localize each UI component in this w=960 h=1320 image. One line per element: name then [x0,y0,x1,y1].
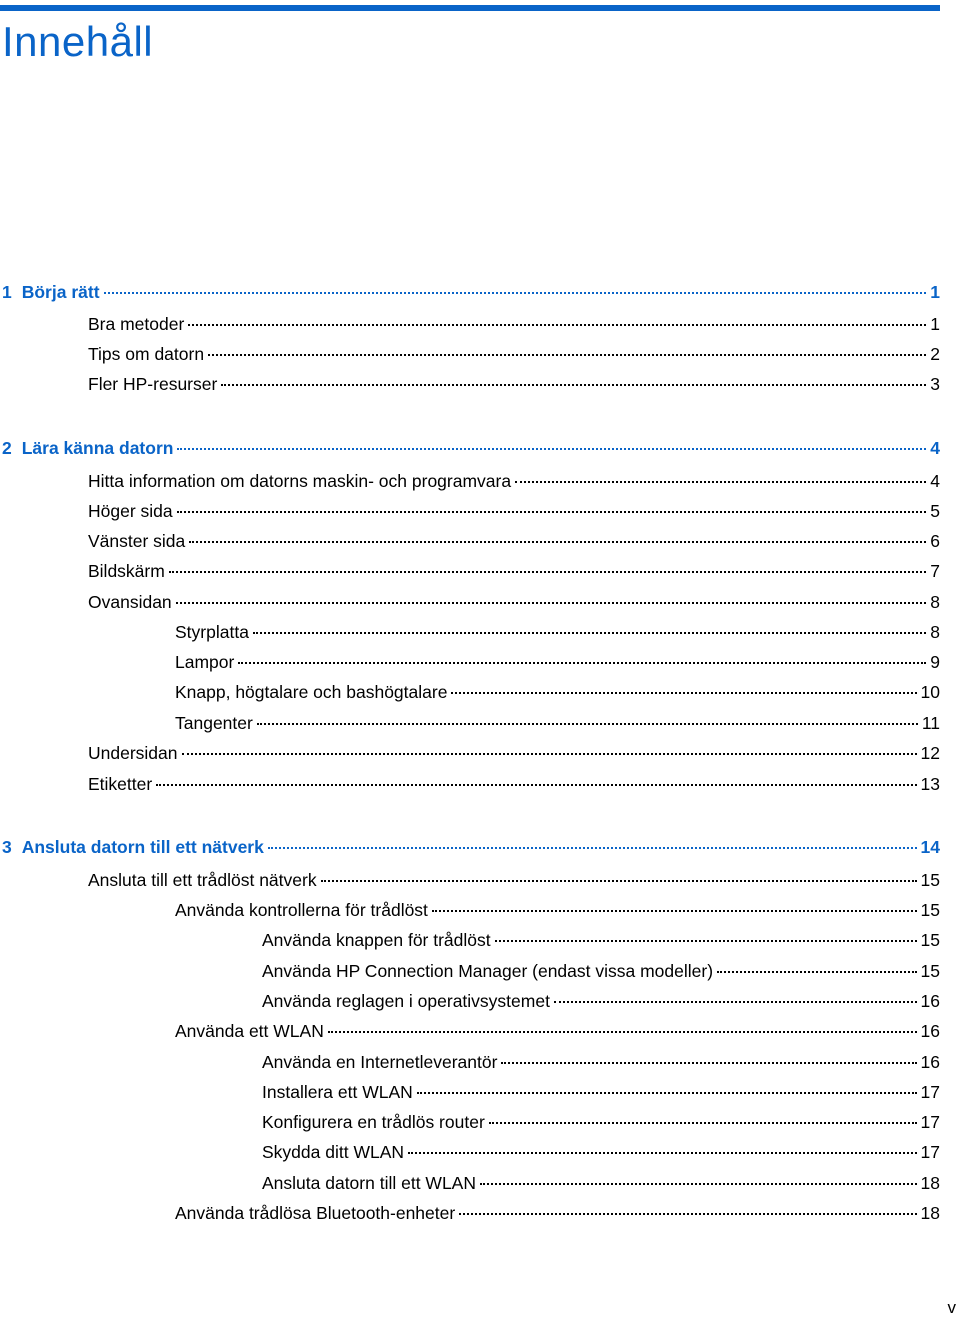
toc-entry[interactable] [262,1111,940,1133]
toc-page-number: 7 [930,561,940,581]
toc-entry-text: Undersidan [88,743,178,763]
toc-entry-label [88,500,173,522]
toc-entry-text: Börja rätt [21,282,100,302]
toc-page-number: 15 [920,870,940,890]
toc-dot-leader [238,662,926,664]
toc-chapter-number: 3 [2,837,12,857]
toc-page-number: 3 [930,374,940,394]
toc-entry-text: Använda knappen för trådlöst [262,930,491,950]
toc-dot-leader [451,692,916,694]
toc-entry-label [88,773,152,795]
toc-entry-text: Använda en Internetleverantör [262,1052,498,1072]
toc-entry-text: Fler HP-resurser [88,374,218,394]
toc-entry-label [175,1202,455,1224]
toc-entry-text: Skydda ditt WLAN [262,1142,404,1162]
toc-entry-text: Använda reglagen i operativsystemet [262,991,550,1011]
toc-entry-label [88,591,172,613]
toc-page-number: 16 [920,1021,940,1041]
toc-entry-text: Knapp, högtalare och bashögtalare [175,682,448,702]
toc-dot-leader [328,1031,917,1033]
toc-chapter-entry[interactable] [2,437,940,459]
toc-entry-label [88,530,185,552]
toc-entry-label [88,373,217,395]
toc-dot-leader [501,1062,916,1064]
toc-entry[interactable] [88,313,940,335]
toc-entry[interactable] [88,500,940,522]
toc-dot-leader [459,1213,916,1215]
toc-entry-text: Lampor [175,652,235,672]
toc-entry[interactable] [88,869,940,891]
toc-entry[interactable] [262,960,940,982]
toc-chapter-number: 1 [2,282,12,302]
toc-page-number: 18 [920,1203,940,1223]
toc-entry-label [88,869,317,891]
toc-entry-label [175,899,428,921]
toc-entry-text: Använda kontrollerna för trådlöst [175,900,428,920]
toc-dot-leader [408,1152,917,1154]
toc-entry-text: Bra metoder [88,314,185,334]
toc-dot-leader [554,1001,917,1003]
toc-page-number: 15 [920,961,940,981]
toc-entry-label [88,313,184,335]
toc-entry[interactable] [88,560,940,582]
toc-page-number: 8 [930,592,940,612]
toc-entry[interactable] [262,1081,940,1103]
toc-page-number: 6 [930,531,940,551]
toc-entry-text: Konfigurera en trådlös router [262,1112,485,1132]
toc-entry-label [175,712,253,734]
toc-entry-label [262,1051,497,1073]
toc-entry-label [175,651,234,673]
toc-entry[interactable] [262,1141,940,1163]
toc-entry[interactable] [262,929,940,951]
toc-entry-label [262,929,491,951]
toc-dot-leader [321,880,917,882]
toc-dot-leader [169,571,926,573]
toc-entry-text: Använda ett WLAN [175,1021,324,1041]
toc-entry[interactable] [175,1202,940,1224]
toc-entry-label [88,560,165,582]
toc-entry-text: Använda trådlösa Bluetooth-enheter [175,1203,456,1223]
toc-dot-leader [268,847,917,849]
toc-page-number: 16 [920,1052,940,1072]
toc-dot-leader [515,481,926,483]
page-title: Innehåll [2,18,154,65]
toc-entry-text: Använda HP Connection Manager (endast vissa modeller) [262,961,714,981]
toc-chapter-number: 2 [2,438,12,458]
toc-entry[interactable] [88,742,940,764]
toc-entry-label [262,1111,485,1133]
toc-entry[interactable] [88,470,940,492]
toc-entry[interactable] [175,621,940,643]
toc-entry-text: Lära känna datorn [21,438,174,458]
toc-entry-label [88,343,204,365]
toc-entry-text: Styrplatta [175,622,249,642]
toc-dot-leader [188,324,926,326]
toc-entry-text: Tips om datorn [88,344,205,364]
toc-entry[interactable] [175,1020,940,1042]
toc-entry-label [262,990,550,1012]
toc-page-number: 17 [920,1112,940,1132]
toc-page-number: 16 [920,991,940,1011]
toc-page-number: 1 [930,282,940,302]
toc-dot-leader [208,354,926,356]
toc-entry-label [175,621,249,643]
toc-entry[interactable] [175,681,940,703]
toc-dot-leader [417,1092,917,1094]
toc-dot-leader [156,784,916,786]
toc-dot-leader [489,1122,917,1124]
toc-entry[interactable] [175,899,940,921]
toc-page-number: 15 [920,930,940,950]
toc-page-number: 12 [920,743,940,763]
toc-page-number: 2 [930,344,940,364]
toc-entry-label [2,281,100,303]
toc-entry-label [175,1020,324,1042]
toc-entry-label [88,742,178,764]
toc-entry-text: Etiketter [88,774,153,794]
toc-page-number: 8 [930,622,940,642]
toc-entry[interactable] [175,651,940,673]
toc-entry[interactable] [88,530,940,552]
toc-page-number: 17 [920,1082,940,1102]
toc-page-number: 4 [930,438,940,458]
toc-dot-leader [495,940,917,942]
toc-page-number: 14 [920,837,940,857]
toc-entry-label [88,470,511,492]
toc-entry-text: Vänster sida [88,531,186,551]
page-folio: v [947,1298,956,1317]
toc-entry-label [262,1141,404,1163]
toc-page-number: 15 [920,900,940,920]
toc-page-number: 13 [920,774,940,794]
toc-dot-leader [257,723,918,725]
toc-page-number: 1 [930,314,940,334]
toc-dot-leader [104,292,927,294]
toc-entry[interactable] [88,343,940,365]
toc-dot-leader [177,511,927,513]
toc-entry-label [262,960,713,982]
toc-dot-leader [182,753,917,755]
toc-entry-text: Installera ett WLAN [262,1082,413,1102]
toc-dot-leader [432,910,917,912]
toc-entry-text: Ansluta datorn till ett nätverk [21,837,264,857]
toc-entry[interactable] [262,990,940,1012]
toc-entry-label [2,437,173,459]
toc-entry[interactable] [88,773,940,795]
toc-entry-label [2,836,264,858]
toc-dot-leader [177,448,926,450]
toc-entry-label [175,681,447,703]
toc-entry[interactable] [88,591,940,613]
toc-entry[interactable] [175,712,940,734]
toc-page-number: 11 [921,713,940,733]
toc-dot-leader [480,1183,917,1185]
toc-page-number: 17 [920,1142,940,1162]
toc-entry[interactable] [262,1051,940,1073]
toc-page-number: 9 [930,652,940,672]
toc-entry[interactable] [262,1172,940,1194]
toc-entry-label [262,1081,413,1103]
toc-dot-leader [221,384,926,386]
toc-dot-leader [189,541,926,543]
toc-entry-text: Höger sida [88,501,173,521]
toc-page-number: 10 [920,682,940,702]
toc-chapter-entry[interactable] [2,836,940,858]
toc-entry-text: Ansluta till ett trådlöst nätverk [88,870,317,890]
toc-dot-leader [176,602,927,604]
toc-entry-label [262,1172,476,1194]
toc-page-number: 4 [930,471,940,491]
toc-entry-text: Ovansidan [88,592,172,612]
toc-dot-leader [717,971,916,973]
toc-entry-text: Tangenter [175,713,253,733]
toc-dot-leader [253,632,926,634]
toc-entry-text: Hitta information om datorns maskin- och programvara [88,471,512,491]
toc-page-number: 5 [930,501,940,521]
toc-page-number: 18 [920,1173,940,1193]
toc-chapter-entry[interactable] [2,281,940,303]
toc-entry[interactable] [88,373,940,395]
toc-entry-text: Ansluta datorn till ett WLAN [262,1173,476,1193]
toc-entry-text: Bildskärm [88,561,165,581]
